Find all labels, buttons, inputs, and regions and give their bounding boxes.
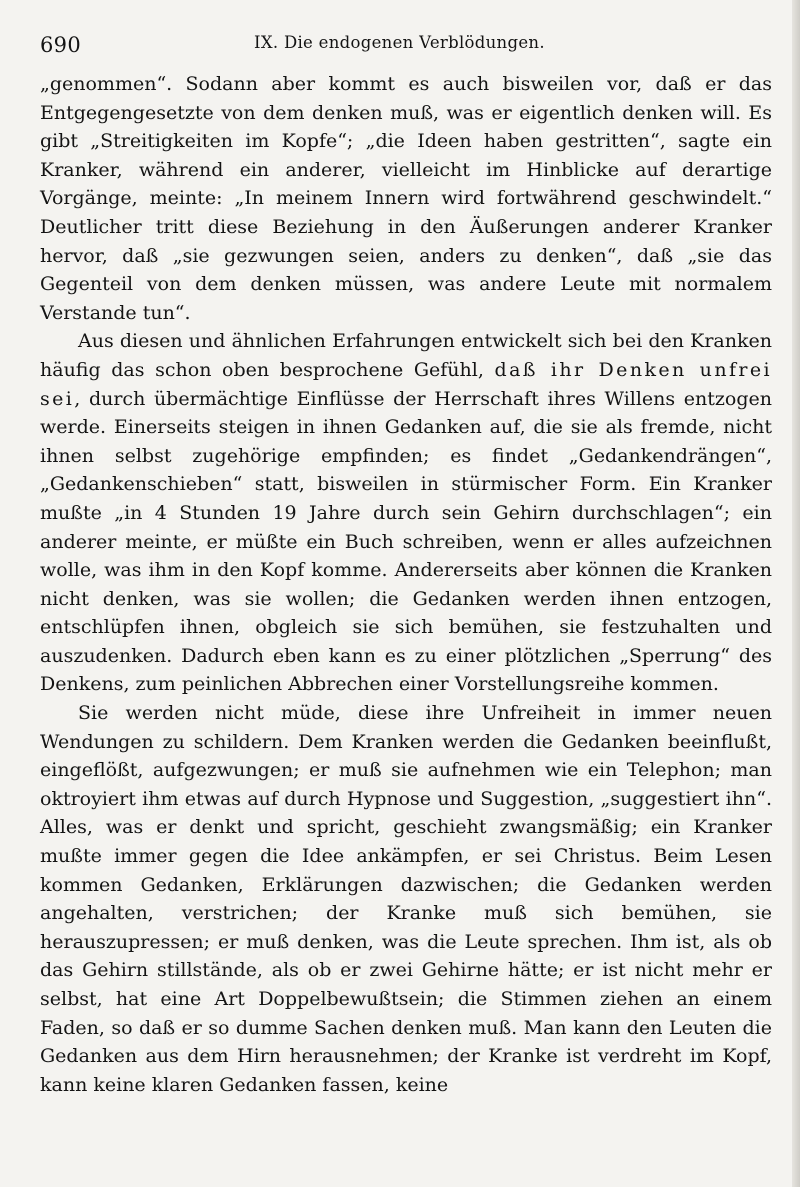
paragraph-2 [40, 327, 772, 699]
paragraph-2-text-before: Aus diesen und ähnlichen Erfahrungen entwickelt sich bei den Kranken häufig das schon oben besprochene Gefühl, [40, 330, 772, 381]
paragraph-1: „genommen“. Sodann aber kommt es auch bisweilen vor, daß er das Entgegengesetzte von dem denken muß, was er eigentlich denken will. Es gibt „Streitigkeiten im Kopfe“; „die Ideen haben gestritten“, sagte ein Kranker, während ein anderer, vielleicht im Hinblicke auf derartige Vorgänge, meinte: „In meinem Innern wird fortwährend geschwindelt.“ Deutlicher tritt diese Beziehung in den Äußerungen anderer Kranker hervor, daß „sie gezwungen seien, anders zu denken“, daß „sie das Gegenteil von dem denken müssen, was andere Leute mit normalem Verstande tun“. [40, 73, 772, 324]
running-head: IX. Die endogenen Verblödungen. [254, 33, 545, 52]
paragraph-2-text-after: , durch übermächtige Einflüsse der Herrschaft ihres Willens entzogen werde. Einerseits steigen in ihnen Gedanken auf, die sie als fremde, nicht ihnen selbst zugehörige empfinden; es findet „Gedankendrängen“, „Gedankenschieben“ statt, bisweilen in stürmischer Form. Ein Kranker mußte „in 4 Stunden 19 Jahre durch sein Gehirn durchschlagen“; ein anderer meinte, er müßte ein Buch schreiben, wenn er alles aufzeichnen wolle, was ihm in den Kopf komme. Andererseits aber können die Kranken nicht denken, was sie wollen; die Gedanken werden ihnen entzogen, entschlüpfen ihnen, obgleich sie sich bemühen, sie festzuhalten und auszudenken. Dadurch eben kann es zu einer plötzlichen „Sperrung“ des Denkens, zum peinlichen Abbrechen einer Vorstellungsreihe kommen. [40, 387, 772, 696]
page-number: 690 [40, 33, 81, 57]
paragraph-3: Sie werden nicht müde, diese ihre Unfreiheit in immer neuen Wendungen zu schildern. Dem Kranken werden die Gedanken beeinflußt, eingeflößt, aufgezwungen; er muß sie aufnehmen wie ein Telephon; man oktroyiert ihm etwas auf durch Hypnose und Suggestion, „suggestiert ihn“. Alles, was er denkt und spricht, geschieht zwangsmäßig; ein Kranker mußte immer gegen die Idee ankämpfen, er sei Christus. Beim Lesen kommen Gedanken, Erklärungen dazwischen; die Gedanken werden angehalten, verstrichen; der Kranke muß sich bemühen, sie herauszupressen; er muß denken, was die Leute sprechen. Ihm ist, als ob das Gehirn stillstände, als ob er zwei Gehirne hätte; er ist nicht mehr er selbst, hat eine Art Doppelbewußtsein; die Stimmen ziehen an einem Faden, so daß er so dumme Sachen denken muß. Man kann den Leuten die Gedanken aus dem Hirn herausnehmen; der Kranke ist verdreht im Kopf, kann keine klaren Gedanken fassen, keine [40, 702, 772, 1096]
page-edge [792, 0, 800, 1187]
page-header [40, 31, 770, 57]
spaced-emphasis: daß ihr Denken unfrei sei [40, 358, 772, 410]
body-text [40, 70, 772, 1099]
